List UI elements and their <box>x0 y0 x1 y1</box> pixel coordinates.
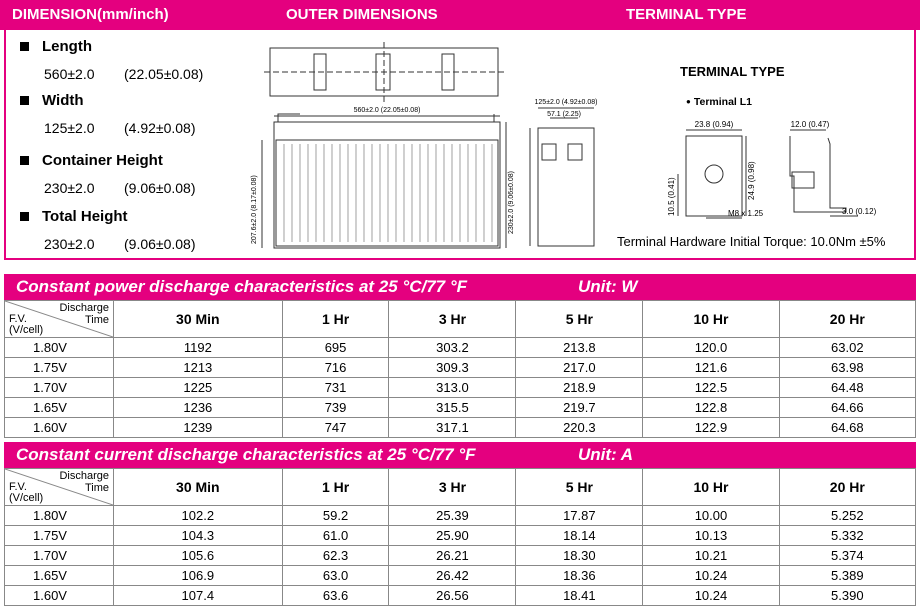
column-header: 5 Hr <box>516 469 643 506</box>
table-cell: 695 <box>282 338 389 358</box>
table-cell: 62.3 <box>282 546 389 566</box>
corner-cell <box>5 301 114 338</box>
terminal-width-dim: 23.8 (0.94) <box>694 120 734 129</box>
table-cell: 315.5 <box>389 398 516 418</box>
bullet-icon <box>20 42 29 51</box>
table-row <box>5 418 916 438</box>
table-cell: 220.3 <box>516 418 643 438</box>
table-row <box>5 358 916 378</box>
table-cell: 317.1 <box>389 418 516 438</box>
table-cell: 106.9 <box>114 566 283 586</box>
table-cell: 218.9 <box>516 378 643 398</box>
height-right-label: 230±2.0 (9.06±0.08) <box>508 171 515 234</box>
table-cell: 731 <box>282 378 389 398</box>
table-row <box>5 526 916 546</box>
column-header: 1 Hr <box>282 469 389 506</box>
table-cell: 5.389 <box>779 566 915 586</box>
top-header-bar <box>0 0 920 30</box>
dim-label: Width <box>42 92 84 109</box>
table-row <box>5 398 916 418</box>
table-cell: 63.98 <box>779 358 915 378</box>
table-cell: 18.36 <box>516 566 643 586</box>
corner-fv-unit: (V/cell) <box>9 324 44 336</box>
current-discharge-table <box>4 468 916 606</box>
dim-inch: (9.06±0.08) <box>124 236 196 252</box>
table-cell: 1239 <box>114 418 283 438</box>
table-cell: 18.41 <box>516 586 643 606</box>
torque-note: Terminal Hardware Initial Torque: 10.0Nm ±5% <box>617 234 886 249</box>
column-header: 1 Hr <box>282 301 389 338</box>
table-cell: 61.0 <box>282 526 389 546</box>
table-cell: 121.6 <box>643 358 779 378</box>
table-header-row <box>5 469 916 506</box>
dim-label: Length <box>42 38 92 55</box>
table-cell: 17.87 <box>516 506 643 526</box>
table-cell: 10.13 <box>643 526 779 546</box>
column-header: 10 Hr <box>643 469 779 506</box>
current-table-unit: Unit: A <box>578 445 634 464</box>
fv-cell: 1.75V <box>5 358 114 378</box>
power-table-unit: Unit: W <box>578 277 638 296</box>
table-row <box>5 586 916 606</box>
table-cell: 5.374 <box>779 546 915 566</box>
outer-dimensions-drawing <box>248 36 608 252</box>
table-row <box>5 546 916 566</box>
table-cell: 104.3 <box>114 526 283 546</box>
dim-length <box>14 36 264 86</box>
table-cell: 102.2 <box>114 506 283 526</box>
corner-discharge: Discharge <box>59 302 109 314</box>
column-header: 5 Hr <box>516 301 643 338</box>
table-cell: 107.4 <box>114 586 283 606</box>
column-header: 20 Hr <box>779 301 915 338</box>
table-cell: 716 <box>282 358 389 378</box>
terminal-type-heading: TERMINAL TYPE <box>626 6 747 23</box>
table-cell: 105.6 <box>114 546 283 566</box>
side-view-outline <box>538 128 594 246</box>
table-cell: 122.9 <box>643 418 779 438</box>
table-cell: 313.0 <box>389 378 516 398</box>
table-cell: 5.390 <box>779 586 915 606</box>
height-left-label: 207.6±2.0 (8.17±0.08) <box>251 175 258 244</box>
table-cell: 18.30 <box>516 546 643 566</box>
power-table-title-bar <box>4 274 916 300</box>
table-cell: 10.00 <box>643 506 779 526</box>
table-cell: 303.2 <box>389 338 516 358</box>
table-header-row <box>5 301 916 338</box>
dim-total-height <box>14 206 264 256</box>
column-header: 3 Hr <box>389 301 516 338</box>
bullet-icon <box>20 96 29 105</box>
column-header: 30 Min <box>114 301 283 338</box>
table-cell: 120.0 <box>643 338 779 358</box>
dim-container-height <box>14 150 264 200</box>
table-cell: 59.2 <box>282 506 389 526</box>
terminal-plate-dim: 3.0 (0.12) <box>842 207 877 216</box>
table-cell: 18.14 <box>516 526 643 546</box>
fv-cell: 1.80V <box>5 338 114 358</box>
table-cell: 64.68 <box>779 418 915 438</box>
terminal-offset-label: 57.1 (2.25) <box>547 111 581 118</box>
current-table-title: Constant current discharge characteristics at 25 °C/77 °F <box>16 445 476 464</box>
table-cell: 1192 <box>114 338 283 358</box>
power-table-title: Constant power discharge characteristics at 25 °C/77 °F <box>16 277 468 296</box>
table-row <box>5 566 916 586</box>
fv-cell: 1.70V <box>5 546 114 566</box>
dim-inch: (9.06±0.08) <box>124 180 196 196</box>
table-cell: 747 <box>282 418 389 438</box>
table-cell: 213.8 <box>516 338 643 358</box>
terminal-hole-icon <box>705 165 723 183</box>
corner-fv-unit: (V/cell) <box>9 492 44 504</box>
corner-time: Time <box>84 482 109 494</box>
table-cell: 10.24 <box>643 586 779 606</box>
table-row <box>5 506 916 526</box>
table-cell: 64.48 <box>779 378 915 398</box>
outer-dimensions-heading: OUTER DIMENSIONS <box>286 6 438 23</box>
table-cell: 1236 <box>114 398 283 418</box>
table-cell: 63.0 <box>282 566 389 586</box>
dim-inch: (22.05±0.08) <box>124 66 204 82</box>
table-cell: 5.332 <box>779 526 915 546</box>
table-cell: 122.8 <box>643 398 779 418</box>
column-header: 20 Hr <box>779 469 915 506</box>
bullet-icon <box>20 156 29 165</box>
length-dim-label: 560±2.0 (22.05±0.08) <box>353 107 421 114</box>
fv-cell: 1.60V <box>5 418 114 438</box>
fv-cell: 1.65V <box>5 398 114 418</box>
table-cell: 5.252 <box>779 506 915 526</box>
table-cell: 63.02 <box>779 338 915 358</box>
fv-cell: 1.75V <box>5 526 114 546</box>
table-cell: 122.5 <box>643 378 779 398</box>
terminal-l1-label: ● Terminal L1 <box>686 96 752 108</box>
dim-label: Total Height <box>42 208 128 225</box>
dim-mm: 560±2.0 <box>44 66 95 82</box>
column-header: 3 Hr <box>389 469 516 506</box>
corner-fv: F.V. <box>9 481 27 493</box>
corner-cell <box>5 469 114 506</box>
table-cell: 1213 <box>114 358 283 378</box>
table-cell: 10.24 <box>643 566 779 586</box>
table-cell: 25.90 <box>389 526 516 546</box>
table-cell: 219.7 <box>516 398 643 418</box>
terminal-plate <box>686 136 742 216</box>
table-cell: 10.21 <box>643 546 779 566</box>
width-dim-label: 125±2.0 (4.92±0.08) <box>534 99 598 106</box>
terminal-title: TERMINAL TYPE <box>680 64 785 79</box>
dim-mm: 230±2.0 <box>44 180 95 196</box>
fv-cell: 1.80V <box>5 506 114 526</box>
table-cell: 25.39 <box>389 506 516 526</box>
bullet-icon <box>20 212 29 221</box>
table-cell: 1225 <box>114 378 283 398</box>
table-cell: 26.56 <box>389 586 516 606</box>
table-cell: 26.21 <box>389 546 516 566</box>
terminal-thick-dim: 12.0 (0.47) <box>790 120 830 129</box>
table-cell: 309.3 <box>389 358 516 378</box>
dim-mm: 125±2.0 <box>44 120 95 136</box>
dimension-heading: DIMENSION(mm/inch) <box>12 6 169 23</box>
table-cell: 217.0 <box>516 358 643 378</box>
terminal-hole-dim: 10.5 (0.41) <box>667 177 676 216</box>
terminal-height-dim: 24.9 (0.98) <box>747 161 756 200</box>
dim-mm: 230±2.0 <box>44 236 95 252</box>
table-cell: 64.66 <box>779 398 915 418</box>
column-header: 10 Hr <box>643 301 779 338</box>
table-cell: 739 <box>282 398 389 418</box>
corner-fv: F.V. <box>9 313 27 325</box>
table-cell: 26.42 <box>389 566 516 586</box>
fv-cell: 1.60V <box>5 586 114 606</box>
dim-width <box>14 90 264 140</box>
column-header: 30 Min <box>114 469 283 506</box>
terminal-bolt-dim: M8 x 1.25 <box>728 209 764 218</box>
table-row <box>5 378 916 398</box>
power-discharge-table <box>4 300 916 438</box>
terminal-drawing <box>650 116 900 226</box>
fv-cell: 1.70V <box>5 378 114 398</box>
dim-inch: (4.92±0.08) <box>124 120 196 136</box>
table-row <box>5 338 916 358</box>
fv-cell: 1.65V <box>5 566 114 586</box>
table-cell: 63.6 <box>282 586 389 606</box>
corner-discharge: Discharge <box>59 470 109 482</box>
dim-label: Container Height <box>42 152 163 169</box>
corner-time: Time <box>84 314 109 326</box>
current-table-title-bar <box>4 442 916 468</box>
